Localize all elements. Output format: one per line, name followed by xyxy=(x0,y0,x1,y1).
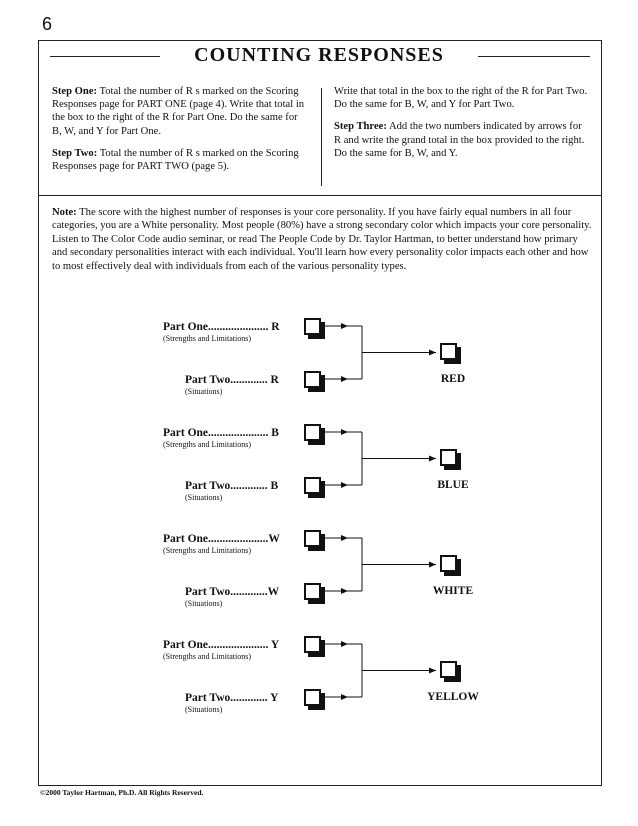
copyright-notice: ©2000 Taylor Hartman, Ph.D. All Rights Reserved. xyxy=(40,788,204,797)
part-two-sub-blue: (Situations) xyxy=(185,493,223,502)
part-one-label-blue: Part One..................... B xyxy=(163,427,279,439)
part-two-sub-white: (Situations) xyxy=(185,599,223,608)
part-one-label-yellow: Part One..................... Y xyxy=(163,639,280,651)
part-one-box-blue[interactable] xyxy=(304,424,321,441)
color-label-yellow: YELLOW xyxy=(427,691,479,703)
note-paragraph: Note: The score with the highest number of responses is your core personality. If you have fairly equal numbers in all four categories, you are a White personality. Most people (80%) have a strong secondary color which impacts your core personality. Listen to The Color Code audio seminar, or read The People Code by Dr. Taylor Hartman, to better understand how primary and secondary personalities interact with each individual. You'll learn how every personality color impacts each other and how to most effectively deal with individuals from each of the various personality types. xyxy=(52,207,592,272)
total-box-yellow[interactable] xyxy=(440,661,457,678)
part-one-sub-yellow: (Strengths and Limitations) xyxy=(163,652,251,661)
part-two-sub-red: (Situations) xyxy=(185,387,223,396)
step-two-continued: Write that total in the box to the right of the R for Part Two. Do the same for B, W, and Y for Part Two. xyxy=(334,86,588,111)
part-two-label-red: Part Two............. R xyxy=(185,374,279,386)
total-box-red[interactable] xyxy=(440,343,457,360)
part-one-box-yellow[interactable] xyxy=(304,636,321,653)
part-one-sub-white: (Strengths and Limitations) xyxy=(163,546,251,555)
color-label-blue: BLUE xyxy=(437,479,469,491)
part-one-label-red: Part One..................... R xyxy=(163,321,280,333)
part-two-box-red[interactable] xyxy=(304,371,321,388)
part-two-label-blue: Part Two............. B xyxy=(185,480,279,492)
step-one: Step One: Total the number of R s marked on the Scoring Responses page for PART ONE (page 4). Write that total in the box to the right of the R for Part One. Do the same for B, W, and Y for Part One. xyxy=(52,86,305,137)
part-two-label-yellow: Part Two............. Y xyxy=(185,692,279,704)
total-box-white[interactable] xyxy=(440,555,457,572)
part-one-box-red[interactable] xyxy=(304,318,321,335)
step-two: Step Two: Total the number of R s marked on the Scoring Responses page for PART TWO (page 5). xyxy=(52,147,299,173)
part-one-sub-blue: (Strengths and Limitations) xyxy=(163,440,251,449)
page-number: 6 xyxy=(42,14,53,34)
part-two-sub-yellow: (Situations) xyxy=(185,705,223,714)
step-three: Step Three: Add the two numbers indicated by arrows for R and write the grand total in the box provided to the right. Do the same for B, W, and Y. xyxy=(334,121,585,159)
color-label-red: RED xyxy=(440,373,466,385)
total-box-blue[interactable] xyxy=(440,449,457,466)
part-two-box-white[interactable] xyxy=(304,583,321,600)
part-one-box-white[interactable] xyxy=(304,530,321,547)
part-one-label-white: Part One.....................W xyxy=(163,533,280,545)
page-title: COUNTING RESPONSES xyxy=(194,44,444,66)
color-label-white: WHITE xyxy=(432,585,474,597)
part-two-label-white: Part Two.............W xyxy=(185,586,280,598)
part-two-box-blue[interactable] xyxy=(304,477,321,494)
part-one-sub-red: (Strengths and Limitations) xyxy=(163,334,251,343)
part-two-box-yellow[interactable] xyxy=(304,689,321,706)
